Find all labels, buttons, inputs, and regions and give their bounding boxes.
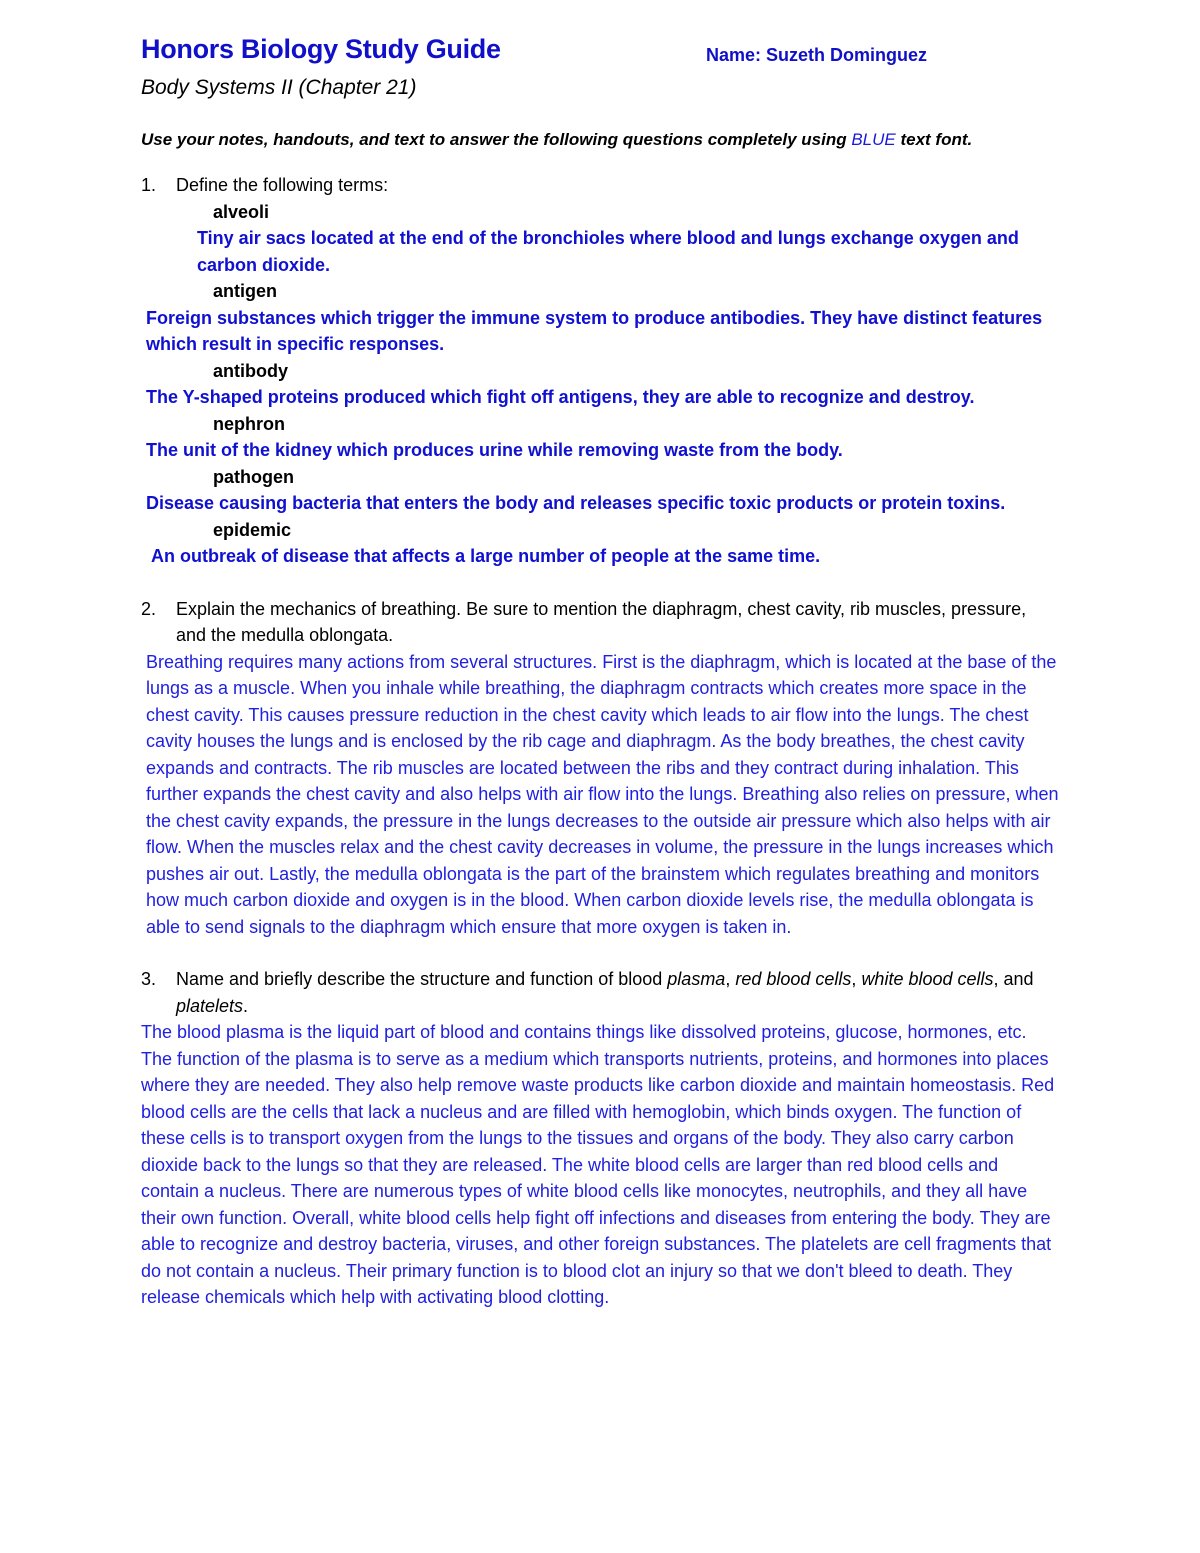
prompt-sep: ,	[725, 969, 736, 989]
question-number: 2.	[141, 598, 157, 619]
question-1	[141, 172, 1061, 199]
definition-antigen: Foreign substances which trigger the immune system to produce antibodies. They have distinct features which result in specific responses.	[146, 307, 1043, 354]
question-2	[141, 596, 1061, 649]
prompt-sep: , and	[993, 969, 1034, 989]
term-pathogen: pathogen	[213, 466, 294, 487]
student-name: Name: Suzeth Dominguez	[706, 45, 928, 65]
question-prompt	[176, 966, 1061, 1019]
instructions-text-end: text font.	[895, 130, 973, 149]
document-title: Honors Biology Study Guide	[141, 34, 501, 64]
prompt-plasma: plasma	[667, 969, 726, 989]
prompt-white-blood-cells: white blood cells	[861, 969, 994, 989]
term-antigen: antigen	[213, 281, 278, 301]
question-number: 1.	[141, 175, 157, 195]
term-epidemic: epidemic	[213, 519, 292, 540]
term-nephron: nephron	[213, 413, 285, 434]
prompt-platelets: platelets	[176, 995, 244, 1016]
prompt-sep: ,	[851, 969, 862, 989]
instructions-text: Use your notes, handouts, and text to answer the following questions completely using	[141, 130, 852, 149]
question-prompt: Define the following terms:	[176, 175, 389, 195]
prompt-text: Name and briefly describe the structure and function of blood	[176, 969, 668, 989]
instructions-highlight: BLUE	[851, 130, 896, 149]
question-number: 3.	[141, 969, 157, 989]
definition-pathogen: Disease causing bacteria that enters the body and releases specific toxic products or protein toxins.	[146, 493, 1006, 513]
instructions	[141, 130, 972, 150]
question-prompt: Explain the mechanics of breathing. Be sure to mention the diaphragm, chest cavity, rib muscles, pressure, and the medulla oblongata.	[176, 598, 1027, 645]
spacer	[141, 570, 1061, 596]
answer-breathing: Breathing requires many actions from several structures. First is the diaphragm, which is located at the base of the lungs as a muscle. When you inhale while breathing, the diaphragm contracts which creates more space in the chest cavity. This causes pressure reduction in the chest cavity which leads to air flow into the lungs. The chest cavity houses the lungs and is enclosed by the rib cage and diaphragm. As the body breathes, the chest cavity expands and contracts. The rib muscles are located between the ribs and they contract during inhalation. This further expands the chest cavity and also helps with air flow into the lungs. Breathing also relies on pressure, when the chest cavity expands, the pressure in the lungs decreases to the outside air pressure which also helps with air flow. When the muscles relax and the chest cavity decreases in volume, the pressure in the lungs increases which pushes air out. Lastly, the medulla oblongata is the part of the brainstem which regulates breathing and monitors how much carbon dioxide and oxygen is in the blood. When carbon dioxide levels rise, the medulla oblongata is able to send signals to the diaphragm which ensure that more oxygen is taken in.	[146, 651, 1059, 937]
definition-alveoli: Tiny air sacs located at the end of the bronchioles where blood and lungs exchange oxygen and carbon dioxide.	[197, 228, 1019, 275]
definition-nephron: The unit of the kidney which produces urine while removing waste from the body.	[146, 440, 843, 460]
answer-blood: The blood plasma is the liquid part of blood and contains things like dissolved proteins, glucose, hormones, etc. The function of the plasma is to serve as a medium which transports nutrients, proteins, and hormones into places where they are needed. They also help remove waste products like carbon dioxide and maintain homeostasis. Red blood cells are the cells that lack a nucleus and are filled with hemoglobin, which binds oxygen. The function of these cells is to transport oxygen from the lungs to the tissues and organs of the body. They also carry carbon dioxide back to the lungs so that they are released. The white blood cells are larger than red blood cells and contain a nucleus. There are numerous types of white blood cells like monocytes, neutrophils, and they all have their own function. Overall, white blood cells help fight off infections and diseases from entering the body. They are able to recognize and destroy bacteria, viruses, and other foreign substances. The platelets are cell fragments that do not contain a nucleus. Their primary function is to blood clot an injury so that we don't bleed to death. They release chemicals which help with activating blood clotting.	[141, 1022, 1055, 1307]
spacer	[141, 940, 1061, 966]
term-alveoli: alveoli	[213, 201, 270, 222]
term-antibody: antibody	[213, 360, 288, 381]
document-body	[141, 172, 1061, 1311]
prompt-red-blood-cells: red blood cells	[735, 969, 852, 989]
question-3	[141, 966, 1061, 1019]
prompt-end: .	[243, 995, 249, 1016]
definition-antibody: The Y-shaped proteins produced which fight off antigens, they are able to recognize and destroy.	[146, 387, 975, 407]
document-subtitle: Body Systems II (Chapter 21)	[141, 76, 417, 99]
definition-epidemic: An outbreak of disease that affects a large number of people at the same time.	[151, 546, 821, 566]
